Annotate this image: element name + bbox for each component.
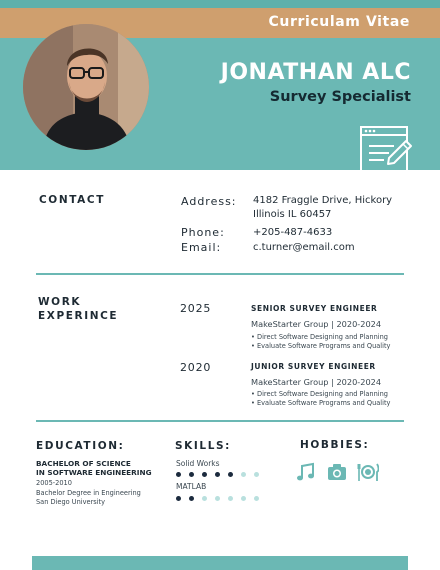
experience-heading-line-1: WORK <box>38 296 82 308</box>
skill-dot-empty <box>254 496 259 501</box>
skill-name: Solid Works <box>176 459 220 468</box>
contact-heading: CONTACT <box>39 194 105 206</box>
footer-bar <box>32 556 408 570</box>
address-label: Address: <box>181 195 237 208</box>
job-bullet: • Evaluate Software Programs and Quality <box>251 399 391 407</box>
email-value[interactable]: c.turner@email.com <box>253 242 355 253</box>
degree-line-2: IN SOFTWARE ENGINEERING <box>36 468 152 477</box>
document-edit-icon <box>358 124 414 170</box>
skill-dot-filled <box>228 472 233 477</box>
education-heading: EDUCATION: <box>36 440 125 452</box>
skill-dot-empty <box>215 496 220 501</box>
experience-heading-line-2: EXPERINCE <box>38 310 119 322</box>
education-years: 2005-2010 <box>36 479 72 487</box>
skill-dot-empty <box>254 472 259 477</box>
profile-photo <box>23 24 149 150</box>
job-bullet: • Direct Software Designing and Planning <box>251 390 388 398</box>
address-line-1: 4182 Fraggle Drive, Hickory <box>253 195 393 206</box>
phone-value: +205-487-4633 <box>253 227 333 238</box>
dining-icon <box>357 461 379 483</box>
skill-dot-filled <box>189 496 194 501</box>
profile-photo-image <box>23 24 149 150</box>
job-year: 2025 <box>180 302 212 315</box>
skill-dot-filled <box>215 472 220 477</box>
header-top-strip <box>0 0 440 8</box>
job-title: SENIOR SURVEY ENGINEER <box>251 304 378 313</box>
address-line-2: Illinois IL 60457 <box>253 209 332 220</box>
skill-dot-empty <box>228 496 233 501</box>
job-company: MakeStarter Group | 2020-2024 <box>251 319 382 329</box>
skill-dot-filled <box>176 472 181 477</box>
skills-heading: SKILLS: <box>175 440 231 452</box>
education-detail: Bachelor Degree in Engineering <box>36 489 141 497</box>
skill-name: MATLAB <box>176 482 207 491</box>
education-school: San Diego University <box>36 498 106 506</box>
degree-line-1: BACHELOR OF SCIENCE <box>36 459 131 468</box>
job-year: 2020 <box>180 361 212 374</box>
job-title: JUNIOR SURVEY ENGINEER <box>251 362 376 371</box>
camera-icon <box>326 461 348 483</box>
skill-dot-filled <box>176 496 181 501</box>
cv-label: Curriculam Vitae <box>268 14 410 30</box>
hobbies-heading: HOBBIES: <box>300 439 370 451</box>
section-divider <box>36 420 404 422</box>
email-label: Email: <box>181 241 222 254</box>
skill-dot-filled <box>202 472 207 477</box>
music-note-icon <box>295 461 317 483</box>
skill-dot-empty <box>241 472 246 477</box>
section-divider <box>36 273 404 275</box>
job-company: MakeStarter Group | 2020-2024 <box>251 377 382 387</box>
job-bullet: • Direct Software Designing and Planning <box>251 333 388 341</box>
skill-dot-empty <box>241 496 246 501</box>
candidate-title: Survey Specialist <box>269 89 411 105</box>
phone-label: Phone: <box>181 226 225 239</box>
candidate-name: JONATHAN ALC <box>220 60 411 85</box>
job-bullet: • Evaluate Software Programs and Quality <box>251 342 391 350</box>
skill-dot-filled <box>189 472 194 477</box>
skill-dot-empty <box>202 496 207 501</box>
